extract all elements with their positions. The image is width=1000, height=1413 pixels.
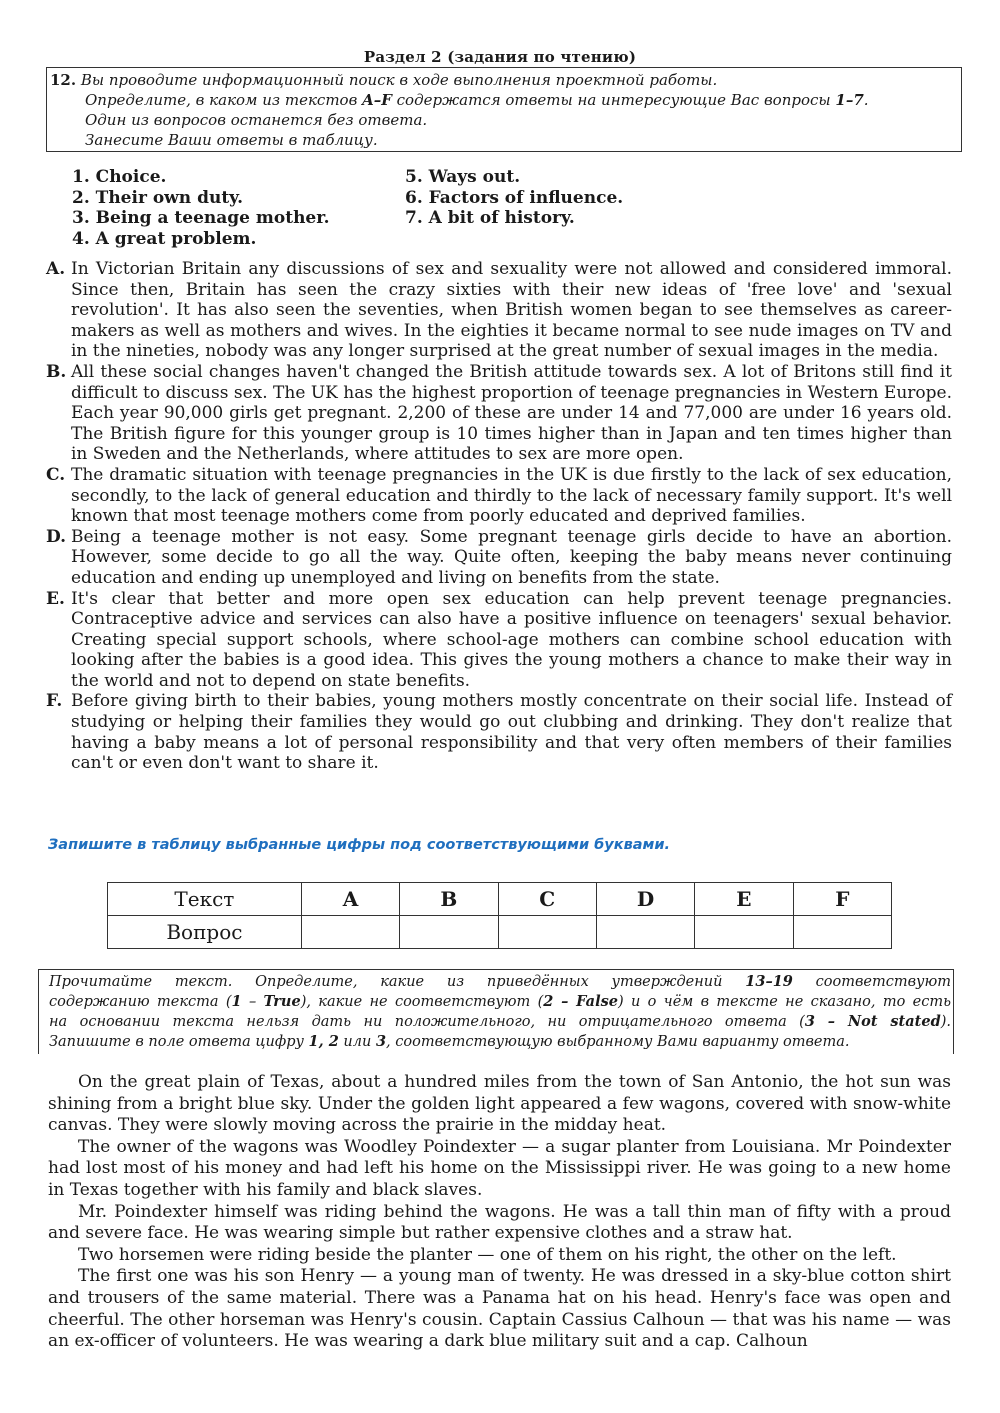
l4-e: , соответствующую выбранному Вами варианту ответа.	[386, 1034, 850, 1050]
text-a	[46, 259, 952, 362]
column-e: E	[695, 883, 793, 916]
text-letter: D.	[46, 526, 67, 547]
l2-c: –	[241, 994, 264, 1010]
story-paragraph-4: Two horsemen were riding beside the planter — one of them on his right, the other on the left.	[78, 1244, 897, 1265]
row-label-question: Вопрос	[108, 916, 302, 949]
task-12-line-3: Один из вопросов останется без ответа.	[85, 111, 428, 129]
task2-line-4	[49, 1032, 951, 1053]
text-body: The dramatic situation with teenage pregnancies in the UK is due firstly to the lack of sex education, secondly, to the lack of general education and thirdly to the lack of necessary family support. It's well known that most teenage mothers come from poorly educated and deprived families.	[71, 464, 952, 527]
l1-b: 13–19	[745, 973, 793, 990]
l1-c: соответствуют	[792, 974, 951, 990]
text-body: All these social changes haven't changed the British attitude towards sex. A lot of Britons still find it difficult to discuss sex. The UK has the highest proportion of teenage pregnancies in Western Europe. Each year 90,000 girls get pregnant. 2,200 of these are under 14 and 77,000 are under 16 years old. The British figure for this younger group is 10 times higher than in Japan and ten times higher than in Sweden and the Netherlands, where attitudes to sex are more open.	[71, 361, 952, 465]
story-text	[48, 1072, 951, 1353]
l3-b: 3 – Not stated	[804, 1013, 941, 1030]
text-d	[46, 527, 952, 589]
l2-e: ), какие не соответствуют (	[300, 994, 544, 1010]
l4-a: Запишите в поле ответа цифру	[49, 1034, 309, 1050]
l1-a: Прочитайте текст. Определите, какие из приведённых утверждений	[49, 974, 746, 990]
section-title: Раздел 2 (задания по чтению)	[363, 48, 637, 66]
question-6: 6. Factors of influence.	[405, 187, 624, 208]
question-4: 4. A great problem.	[72, 228, 257, 249]
texts-a-f	[46, 259, 952, 774]
text-e	[46, 589, 952, 692]
l3-c: ).	[940, 1014, 951, 1030]
task-number: 12.	[50, 71, 77, 89]
line2-d: 1–7	[835, 91, 864, 109]
task2-line-2	[49, 992, 951, 1013]
answer-cell-e[interactable]	[695, 916, 793, 949]
story-paragraph-5: The first one was his son Henry — a young man of twenty. He was dressed in a sky-blue cotton shirt and trousers of the same material. There was a Panama hat on his head. Henry's face was open and cheerful. The other horseman was Henry's cousin. Captain Cassius Calhoun — that was his name — was an ex-officer of volunteers. He was wearing a dark blue military suit and a cap. Calhoun	[48, 1266, 951, 1352]
table-instruction: Запишите в таблицу выбранные цифры под соответствующими буквами.	[48, 837, 671, 853]
task-12-line-1-text: Вы проводите информационный поиск в ходе выполнения проектной работы.	[80, 71, 718, 89]
l4-d: 3	[375, 1033, 387, 1050]
task-12-line-4: Занесите Ваши ответы в таблицу.	[85, 131, 378, 149]
text-f	[46, 691, 952, 773]
answer-table-answer-row	[108, 916, 892, 949]
text-letter: F.	[46, 691, 63, 712]
row-label-text: Текст	[108, 883, 302, 916]
l4-b: 1, 2	[308, 1033, 339, 1050]
text-letter: B.	[46, 361, 67, 382]
question-2: 2. Their own duty.	[72, 187, 244, 208]
question-1: 1. Choice.	[72, 167, 167, 187]
question-7: 7. A bit of history.	[405, 208, 575, 228]
column-b: B	[400, 883, 498, 916]
answer-cell-c[interactable]	[498, 916, 596, 949]
line2-a: Определите, в каком из текстов	[85, 91, 363, 109]
line2-e: .	[863, 91, 869, 109]
task2-line-3	[49, 1012, 951, 1033]
story-paragraph-3: Mr. Poindexter himself was riding behind the wagons. He was a tall thin man of fifty with a proud and severe face. He was wearing simple but rather expensive clothes and a straw hat.	[48, 1201, 951, 1244]
line2-c: содержатся ответы на интересующие Вас вопросы	[391, 91, 836, 109]
text-letter: C.	[46, 464, 66, 485]
text-body: Being a teenage mother is not easy. Some pregnant teenage girls decide to have an abortion. However, some decide to go all the way. Quite often, keeping the baby means never continuing education and ending up unemployed and living on benefits from the state.	[71, 526, 952, 588]
task-12-line-2	[85, 90, 869, 110]
text-body: In Victorian Britain any discussions of sex and sexuality were not allowed and considered immoral. Since then, Britain has seen the crazy sixties with their new ideas of 'free love' and 'sexual revolution'. It has also seen the seventies, when British women began to see themselves as career-makers as well as mothers and wives. In the eighties it became normal to see nude images on TV and in the nineties, nobody was any longer surprised at the great number of sexual images in the media.	[71, 259, 952, 362]
question-3: 3. Being a teenage mother.	[72, 208, 330, 228]
question-5: 5. Ways out.	[405, 167, 521, 187]
text-letter: E.	[46, 588, 65, 609]
answer-cell-a[interactable]	[301, 916, 399, 949]
task-12-line-1	[50, 70, 717, 90]
l2-f: 2 – False	[543, 993, 618, 1010]
column-a: A	[301, 883, 399, 916]
l3-a: на основании текста нельзя дать ни положительного, ни отрицательного ответа (	[49, 1014, 805, 1030]
text-b	[46, 362, 952, 465]
l2-a: содержанию текста (	[49, 994, 232, 1010]
text-letter: A.	[46, 259, 66, 279]
text-body: Before giving birth to their babies, young mothers mostly concentrate on their social life. Instead of studying or helping their families they would go out clubbing and drinking. They don't realize that having a baby means a lot of personal responsibility and that very often members of their families can't or even don't want to share it.	[71, 691, 952, 774]
task2-line-1	[49, 972, 951, 993]
l4-c: или	[338, 1034, 376, 1050]
column-f: F	[793, 883, 891, 916]
l2-g: ) и о чём в тексте не сказано, то есть	[617, 994, 951, 1010]
answer-table-header-row	[108, 883, 892, 916]
questions-right-column	[405, 167, 623, 229]
l2-d: True	[263, 993, 301, 1010]
task-12-instructions	[46, 67, 962, 152]
text-c	[46, 465, 952, 527]
answer-cell-f[interactable]	[793, 916, 891, 949]
column-d: D	[596, 883, 694, 916]
task-13-19-instructions	[38, 969, 954, 1054]
story-paragraph-2: The owner of the wagons was Woodley Poindexter — a sugar planter from Louisiana. Mr Poindexter had lost most of his money and had left his home on the Mississippi river. He was going to a new home in Texas together with his family and black slaves.	[48, 1136, 951, 1200]
text-body: It's clear that better and more open sex education can help prevent teenage pregnancies. Contraceptive advice and services can also have a positive influence on teenagers' sexual behavior. Creating special support schools, where school-age mothers can combine school education with looking after the babies is a good idea. This gives the young mothers a chance to make their way in the world and not to depend on state benefits.	[71, 588, 952, 691]
column-c: C	[498, 883, 596, 916]
questions-left-column	[72, 167, 330, 249]
story-paragraph-1: On the great plain of Texas, about a hundred miles from the town of San Antonio, the hot sun was shining from a bright blue sky. Under the golden light appeared a few wagons, covered with snow-white canvas. They were slowly moving across the prairie in the midday heat.	[48, 1072, 951, 1136]
answer-cell-b[interactable]	[400, 916, 498, 949]
answer-cell-d[interactable]	[596, 916, 694, 949]
answer-table	[107, 882, 892, 949]
l2-b: 1	[231, 993, 242, 1010]
line2-b: A–F	[362, 91, 392, 109]
